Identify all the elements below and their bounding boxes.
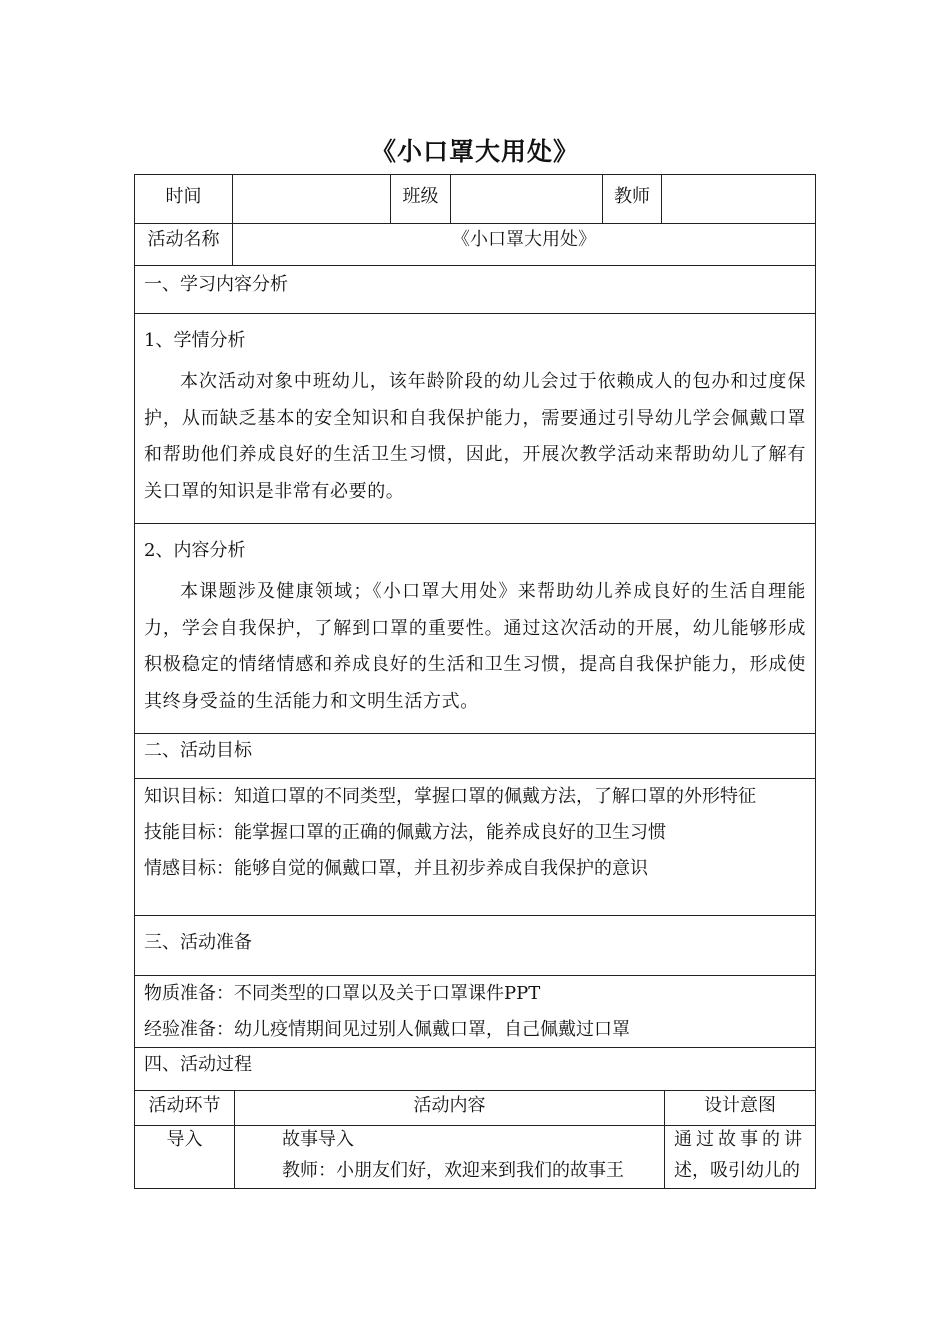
activity-name-row	[134, 224, 816, 266]
column-header-content: 活动内容	[234, 1091, 664, 1125]
skill-goal: 技能目标：能掌握口罩的正确的佩戴方法，能养成良好的卫生习惯	[144, 822, 666, 843]
section-2-heading-row	[134, 734, 816, 779]
time-label: 时间	[165, 186, 202, 207]
learner-analysis-row	[134, 314, 816, 524]
section-4-heading-row	[134, 1048, 816, 1091]
document-title: 《小口罩大用处》	[370, 137, 579, 166]
content-analysis-heading: 2、内容分析	[144, 540, 246, 561]
section-3-heading-row	[134, 916, 816, 976]
content-line: 教师：小朋友们好，欢迎来到我们的故事王	[282, 1160, 624, 1181]
stage-cell: 导入	[166, 1129, 203, 1150]
content-analysis-text: 本课题涉及健康领域；《小口罩大用处》来帮助幼儿养成良好的生活自理能力，学会自我保护，了解到口罩的重要性。通过这次活动的开展，幼儿能够形成积极稳定的情绪情感和养成良好的生活和卫生习惯，提高自我保护能力，形成使其终身受益的生活能力和文明生活方式。	[144, 581, 806, 712]
learner-analysis-text: 本次活动对象中班幼儿，该年龄阶段的幼儿会过于依赖成人的包办和过度保护，从而缺乏基本的安全知识和自我保护能力，需要通过引导幼儿学会佩戴口罩和帮助他们养成良好的生活卫生习惯，因此，开展次教学活动来帮助幼儿了解有关口罩的知识是非常有必要的。	[144, 371, 806, 502]
header-row	[134, 174, 816, 224]
intent-cell	[664, 1126, 815, 1188]
section-1-heading-row	[134, 266, 816, 314]
experience-preparation: 经验准备：幼儿疫情期间见过别人佩戴口罩，自己佩戴过口罩	[144, 1019, 630, 1040]
column-header-intent: 设计意图	[664, 1091, 815, 1125]
class-label: 班级	[390, 175, 450, 223]
time-value	[232, 175, 390, 223]
material-preparation: 物质准备：不同类型的口罩以及关于口罩课件PPT	[144, 983, 541, 1004]
knowledge-goal: 知识目标：知道口罩的不同类型，掌握口罩的佩戴方法，了解口罩的外形特征	[144, 786, 756, 807]
column-header-stage: 活动环节	[148, 1095, 221, 1116]
content-analysis-row	[134, 524, 816, 734]
section-1-heading: 一、学习内容分析	[144, 274, 288, 295]
process-header-row	[134, 1091, 816, 1126]
process-row-intro	[134, 1126, 816, 1189]
teacher-value	[661, 175, 815, 223]
emotion-goal: 情感目标：能够自觉的佩戴口罩，并且初步养成自我保护的意识	[144, 858, 648, 879]
intent-line: 述，吸引幼儿的	[674, 1160, 800, 1181]
teacher-label: 教师	[602, 175, 661, 223]
content-line: 故事导入	[282, 1129, 354, 1150]
section-4-heading: 四、活动过程	[144, 1054, 252, 1075]
goals-row	[134, 779, 816, 916]
learner-analysis-heading: 1、学情分析	[144, 330, 246, 351]
lesson-plan-table	[134, 174, 816, 1189]
activity-name-value: 《小口罩大用处》	[232, 224, 815, 265]
class-value	[450, 175, 602, 223]
section-2-heading: 二、活动目标	[144, 740, 252, 761]
section-3-heading: 三、活动准备	[144, 932, 252, 953]
activity-name-label: 活动名称	[147, 229, 220, 250]
intent-line: 通过故事的讲	[674, 1129, 806, 1150]
preparation-row	[134, 976, 816, 1048]
content-cell	[234, 1126, 664, 1188]
